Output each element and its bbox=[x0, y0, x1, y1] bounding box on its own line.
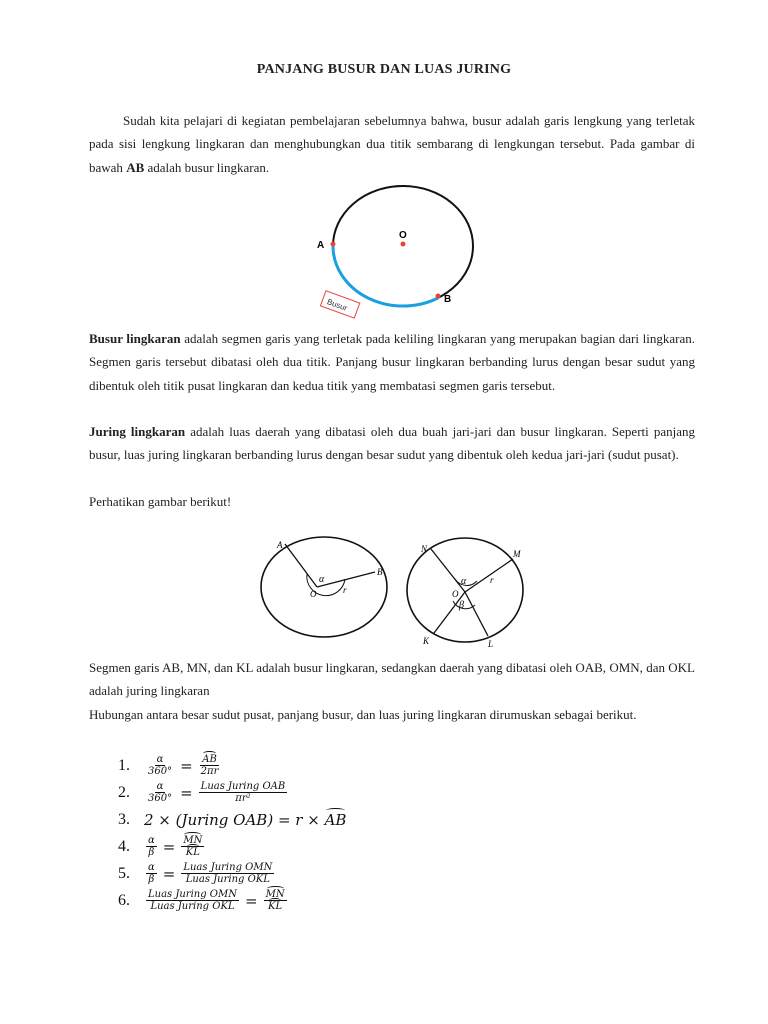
right-circle bbox=[407, 538, 523, 649]
point-a bbox=[331, 242, 336, 247]
label-k: K bbox=[423, 636, 430, 646]
label-o: O bbox=[310, 589, 317, 599]
juring-term: Juring lingkaran bbox=[89, 424, 186, 439]
intro-text: Sudah kita pelajari di kegiatan pembelajaran sebelumnya bahwa, busur adalah garis lengkung yang terletak pada sisi lengkung lingkaran dan menghubungkan dua titik sembarang di lengkungan tersebut. Pada gambar di bawah bbox=[89, 113, 695, 175]
figure-juring-circles bbox=[255, 535, 535, 650]
label-alpha: α bbox=[461, 576, 467, 587]
formula-2: 2. $\frac{\alpha}{360^\circ}$ = $\frac{\text{Luas Juring OAB}}{\text{πr²}}$ bbox=[118, 781, 286, 804]
formula-list bbox=[118, 752, 346, 914]
label-n: N bbox=[421, 544, 428, 554]
formula-number: 1. bbox=[118, 756, 130, 774]
busur-tag-label: Busur bbox=[325, 297, 349, 313]
label-b: B bbox=[377, 567, 383, 577]
segmen-paragraph: Segmen garis AB, MN, dan KL adalah busur lingkaran, sedangkan daerah yang dibatasi oleh OAB, OMN, dan OKL adalah juring lingkaran bbox=[89, 660, 695, 699]
formula-3: 3. 2 × (Juring OAB) = r × AB bbox=[118, 810, 347, 829]
formula-4: 4. $\frac{\alpha}{\beta}$ = $\frac{MN}{KL}$ bbox=[118, 835, 203, 858]
formula-number: 4. bbox=[118, 837, 130, 855]
formula-number: 2. bbox=[118, 783, 130, 801]
label-beta: β bbox=[459, 600, 464, 611]
formula-number: 5. bbox=[118, 864, 130, 882]
formula-1: 1. $\frac{\alpha}{360^\circ}$ = $\frac{AB}{2\pi r}$ bbox=[118, 754, 219, 777]
label-o: O bbox=[452, 589, 459, 599]
intro-bold-ab: AB bbox=[126, 159, 145, 175]
juring-text: adalah luas daerah yang dibatasi oleh dua buah jari-jari dan busur lingkaran. Seperti panjang busur, luas juring lingkaran berbanding lurus dengan besar sudut yang dibentuk oleh kedua jari-jari (sudut pusat). bbox=[89, 424, 695, 463]
formula-6: 6. $\frac{\text{Luas Juring OMN}}{\text{Luas Juring OKL}}$ = $\frac{MN}{KL}$ bbox=[118, 889, 285, 912]
juring-definition bbox=[89, 420, 695, 467]
figure-busur-circle bbox=[300, 180, 500, 325]
busur-term: Busur lingkaran bbox=[89, 331, 181, 346]
label-alpha: α bbox=[319, 574, 325, 585]
point-b bbox=[436, 294, 441, 299]
formula-5: 5. $\frac{\alpha}{\beta}$ = $\frac{\text{Luas Juring OMN}}{\text{Luas Juring OKL}}$ bbox=[118, 862, 273, 885]
intro-text-end: adalah busur lingkaran. bbox=[144, 159, 270, 175]
hubungan-paragraph: Hubungan antara besar sudut pusat, panjang busur, dan luas juring lingkaran dirumuskan sebagai berikut. bbox=[89, 707, 637, 722]
point-o bbox=[401, 242, 406, 247]
label-r: r bbox=[490, 575, 494, 585]
arc-ab-highlight bbox=[333, 246, 438, 306]
perhatikan-text: Perhatikan gambar berikut! bbox=[89, 494, 232, 509]
label-a: A bbox=[277, 540, 283, 550]
formula-number: 3. bbox=[118, 810, 130, 828]
page-title: PANJANG BUSUR DAN LUAS JURING bbox=[256, 62, 512, 77]
busur-text: adalah segmen garis yang terletak pada keliling lingkaran yang merupakan bagian dari lingkaran. Segmen garis tersebut dibatasi oleh dua titik. Panjang busur lingkaran berbanding lurus dengan besar sudut yang dibentuk oleh titik pusat lingkaran dan kedua titik yang membatasi segmen garis tersebut. bbox=[89, 331, 695, 393]
label-r: r bbox=[343, 585, 347, 595]
left-circle bbox=[261, 537, 387, 637]
label-l: L bbox=[488, 639, 494, 649]
formula-number: 6. bbox=[118, 891, 130, 909]
label-b: B bbox=[444, 294, 452, 305]
busur-definition bbox=[89, 327, 695, 397]
intro-paragraph bbox=[89, 109, 695, 179]
label-o: O bbox=[399, 230, 407, 241]
label-m: M bbox=[513, 549, 521, 559]
busur-tag bbox=[320, 291, 359, 318]
label-a: A bbox=[317, 240, 325, 251]
